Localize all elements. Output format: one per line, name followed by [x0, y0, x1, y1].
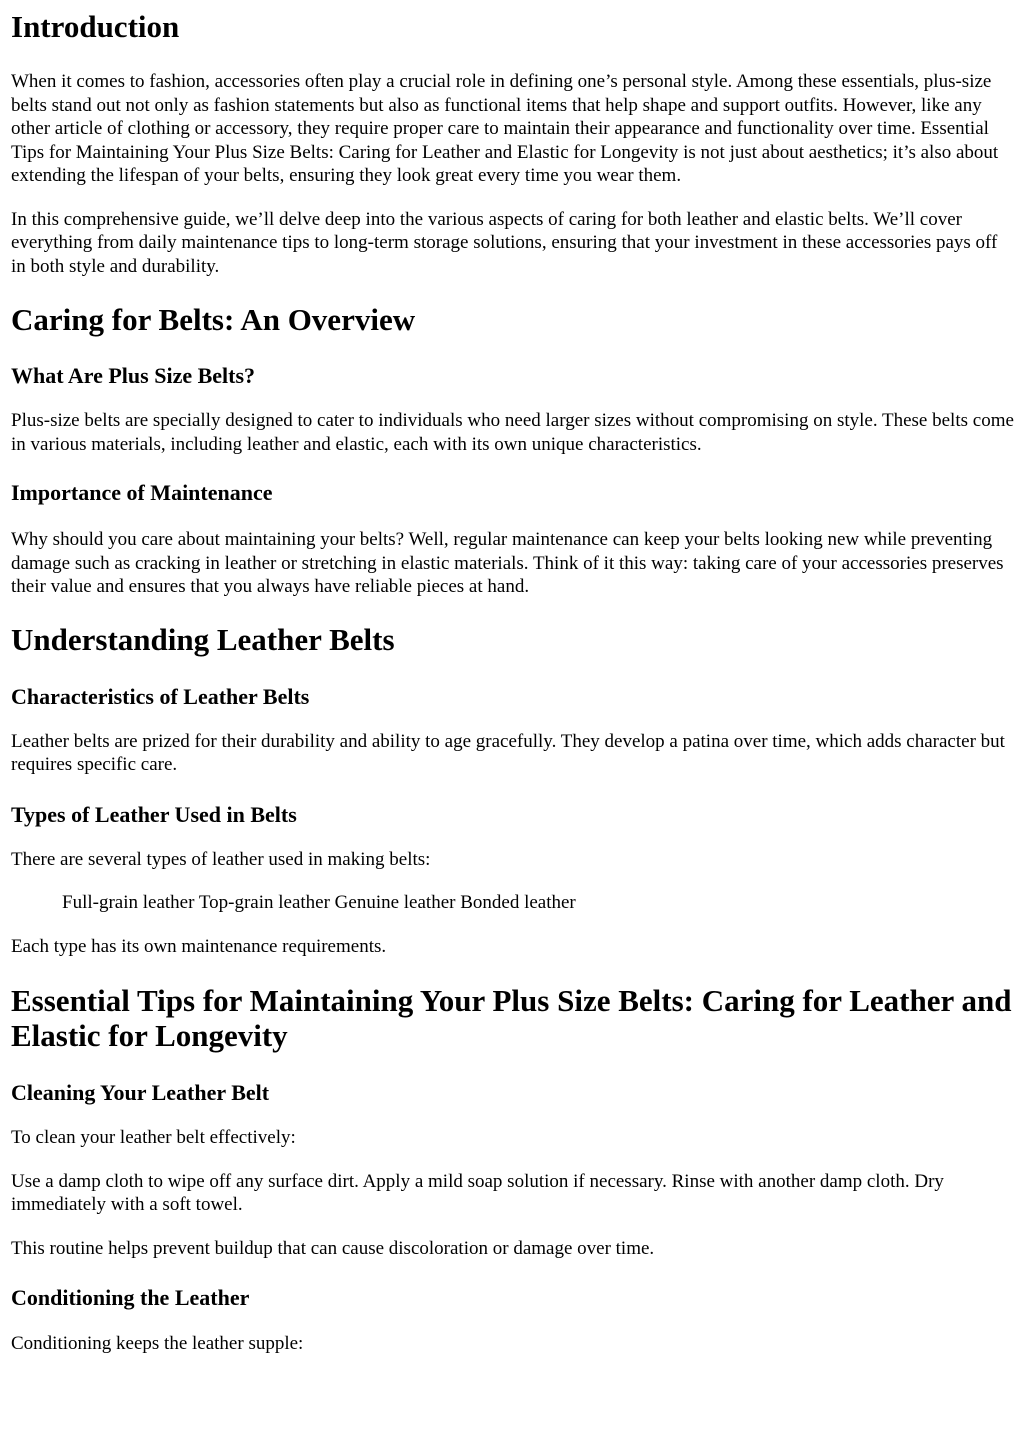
subheading-what-are-plus-size-belts: What Are Plus Size Belts? [11, 363, 256, 388]
paragraph-types-closing: Each type has its own maintenance requirements. [11, 935, 387, 957]
paragraph-types-intro: There are several types of leather used in making belts: [11, 848, 431, 870]
paragraph-cleaning-steps: Use a damp cloth to wipe off any surface dirt. Apply a mild soap solution if necessary. Rinse with another damp cloth. Dry immediately with a soft towel. [11, 1170, 944, 1215]
paragraph-importance-of-maintenance: Why should you care about maintaining your belts? Well, regular maintenance can keep your belts looking new while preventing damage such as cracking in leather or stretching in elastic materials. Think of it this way: taking care of your accessories preserves their value and ensures that you always have reliable pieces at hand. [11, 529, 1004, 597]
paragraph-what-are-plus-size-belts: Plus-size belts are specially designed to cater to individuals who need larger sizes without compromising on style. These belts come in various materials, including leather and elastic, each with its own unique characteristics. [11, 410, 1014, 455]
paragraph-cleaning-intro: To clean your leather belt effectively: [11, 1127, 296, 1148]
heading-understanding-leather-belts: Understanding Leather Belts [11, 621, 395, 657]
heading-caring-overview: Caring for Belts: An Overview [11, 302, 416, 337]
subheading-conditioning-leather: Conditioning the Leather [11, 1285, 250, 1310]
intro-paragraph-1: When it comes to fashion, accessories often play a crucial role in defining one’s personal style. Among these essentials, plus-size belts stand out not only as fashion statements but also as functional items that help shape and support outfits. However, like any other article of clothing or accessory, they require proper care to maintain their appearance and functionality over time. Essential Tips for Maintaining Your Plus Size Belts: Caring for Leather and Elastic for Longevity is not just about aesthetics; it’s also about extending the lifespan of your belts, ensuring they look great every time you wear them. [11, 71, 999, 186]
subheading-cleaning-leather-belt: Cleaning Your Leather Belt [11, 1080, 270, 1105]
leather-types-list: Full-grain leather Top-grain leather Genuine leather Bonded leather [62, 892, 576, 913]
paragraph-conditioning: Conditioning keeps the leather supple: [11, 1333, 304, 1354]
heading-introduction: Introduction [11, 9, 180, 44]
subheading-types-of-leather: Types of Leather Used in Belts [11, 801, 297, 827]
heading-essential-tips: Essential Tips for Maintaining Your Plus Size Belts: Caring for Leather and Elastic for Longevity [11, 983, 1012, 1053]
intro-paragraph-2: In this comprehensive guide, we’ll delve deep into the various aspects of caring for both leather and elastic belts. We’ll cover everything from daily maintenance tips to long-term storage solutions, ensuring that your investment in these accessories pays off in both style and durability. [11, 208, 998, 277]
paragraph-characteristics: Leather belts are prized for their durability and ability to age gracefully. They develop a patina over time, which adds character but requires specific care. [11, 730, 1005, 775]
paragraph-cleaning-closing: This routine helps prevent buildup that can cause discoloration or damage over time. [11, 1237, 655, 1259]
subheading-characteristics: Characteristics of Leather Belts [11, 683, 310, 709]
subheading-importance-of-maintenance: Importance of Maintenance [11, 480, 273, 505]
